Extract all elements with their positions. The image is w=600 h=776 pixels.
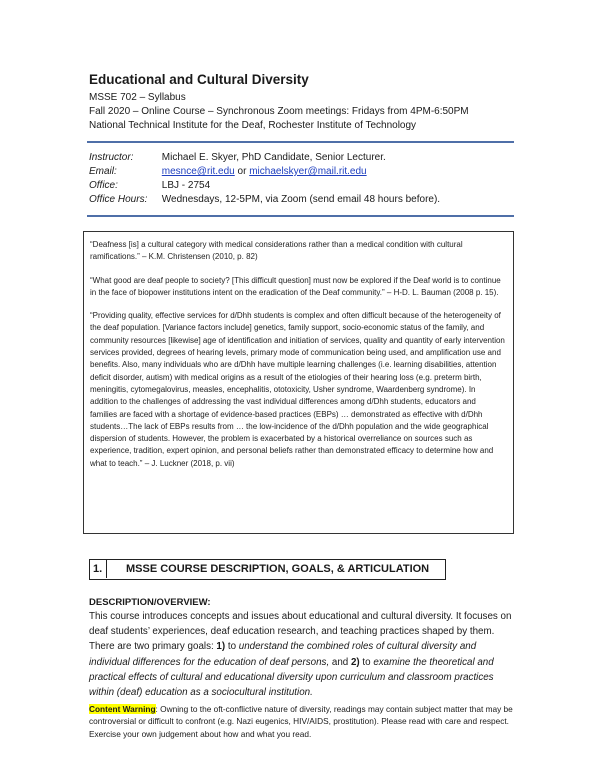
email-connector: or xyxy=(234,166,250,177)
goal-connector: and xyxy=(329,656,351,668)
email-link-primary[interactable]: mesnce@rit.edu xyxy=(161,166,235,177)
epigraph-quotes-box xyxy=(83,231,514,534)
email-row xyxy=(89,165,367,179)
section-number: 1. xyxy=(93,560,107,578)
email-link-secondary[interactable]: michaelskyer@mail.rit.edu xyxy=(249,166,367,177)
header-divider xyxy=(87,141,514,143)
section-title: MSSE COURSE DESCRIPTION, GOALS, & ARTICULATION xyxy=(126,563,430,575)
quote-luckner: “Providing quality, effective services for d/Dhh students is complex and often difficult because of the heterogeneity of the deaf population. [Variance factors include] genetics, family support, socio-economic status of the family, and community resources [likewise] age of identification and initiation of services, quality and quantity of early intervention services provided, degrees of hearing levels, primary mode of communication being used, and amplification use and benefits. Also, many individuals who are d/Dhh have multiple learning challenges (i.e. learning disabilities, attention deficit disorder, autism) with medical origins as a result of the etiologies of their hearing loss (e.g. preterm birth, meningitis, cytomegalovirus, measles, encephalitis, ototoxicity, Usher syndrome, Waardenberg syndrome). In addition to the challenges of addressing the vast individual differences among d/Dhh students, educators and families are faced with a shortage of evidence-based practices (EBPs) … demonstrated as effective with d/Dhh students…The lack of EBPs results from … the low-incidence of the d/Dhh population and the wide geographical dispersion of students. However, the problem is exacerbated by a historical overreliance on sources such as experience, tradition, expert opinion, and personal beliefs rather than demonstrated efficacy to determine how and what to teach.” – J. Luckner (2018, p. vii) xyxy=(90,311,505,468)
office-hours-label: Office Hours: xyxy=(89,194,148,205)
office-row xyxy=(89,179,210,193)
description-intro: This course introduces concepts and issues about educational and cultural diversity. It focuses on deaf students’ experiences, deaf education research, and teaching practices shaped by them. There are two primary goals: xyxy=(89,611,512,653)
quote-bauman: “What good are deaf people to society? [This difficult question] must now be explored if the Deaf world is to continue in the face of biopower institutions intent on the eradication of the Deaf community.” – H-D. L. Bauman (2008 p. 15). xyxy=(90,275,501,297)
office-value: LBJ - 2754 xyxy=(161,180,211,191)
content-warning-text: : Owning to the oft-conflictive nature of diversity, readings may contain subject matter that may be controversial or difficult to confront (e.g. Nazi eugenics, HIV/AIDS, prostitution). Please read with care and respect. Exercise your own judgement about how and what you read. xyxy=(89,704,513,739)
document-title: Educational and Cultural Diversity xyxy=(89,72,309,87)
instructor-label: Instructor: xyxy=(89,152,134,163)
description-subheading: DESCRIPTION/OVERVIEW: xyxy=(89,597,211,608)
info-divider xyxy=(87,215,514,217)
office-hours-row xyxy=(89,193,440,207)
course-code: MSSE 702 – Syllabus xyxy=(89,92,186,103)
course-description xyxy=(89,609,519,700)
instructor-row xyxy=(89,151,386,165)
goal-2-marker: 2) xyxy=(350,656,360,668)
content-warning-label: Content Warning xyxy=(89,704,156,714)
goal-2-pre: to xyxy=(359,656,374,668)
office-label: Office: xyxy=(89,180,118,191)
goal-2-text: examine the theoretical and practical effects of cultural and educational diversity upon curriculum and classroom practices within (deaf) education as a sociocultural institution. xyxy=(89,656,494,699)
email-label: Email: xyxy=(89,166,117,177)
instructor-value: Michael E. Skyer, PhD Candidate, Senior Lecturer. xyxy=(161,152,386,163)
office-hours-value: Wednesdays, 12-5PM, via Zoom (send email 48 hours before). xyxy=(161,194,441,205)
course-term: Fall 2020 – Online Course – Synchronous Zoom meetings: Fridays from 4PM-6:50PM xyxy=(89,106,469,117)
goal-1-text: understand the combined roles of cultural diversity and individual differences for the education of deaf persons, xyxy=(89,641,477,668)
section-1-heading xyxy=(89,559,446,580)
goal-1-pre: to xyxy=(225,641,239,653)
quote-christensen: “Deafness [is] a cultural category with medical considerations rather than a medical condition with cultural ramifications.” – K.M. Christensen (2010, p. 82) xyxy=(90,240,463,262)
content-warning xyxy=(89,703,514,740)
goal-1-marker: 1) xyxy=(216,641,226,653)
institution-name: National Technical Institute for the Deaf, Rochester Institute of Technology xyxy=(89,120,417,131)
